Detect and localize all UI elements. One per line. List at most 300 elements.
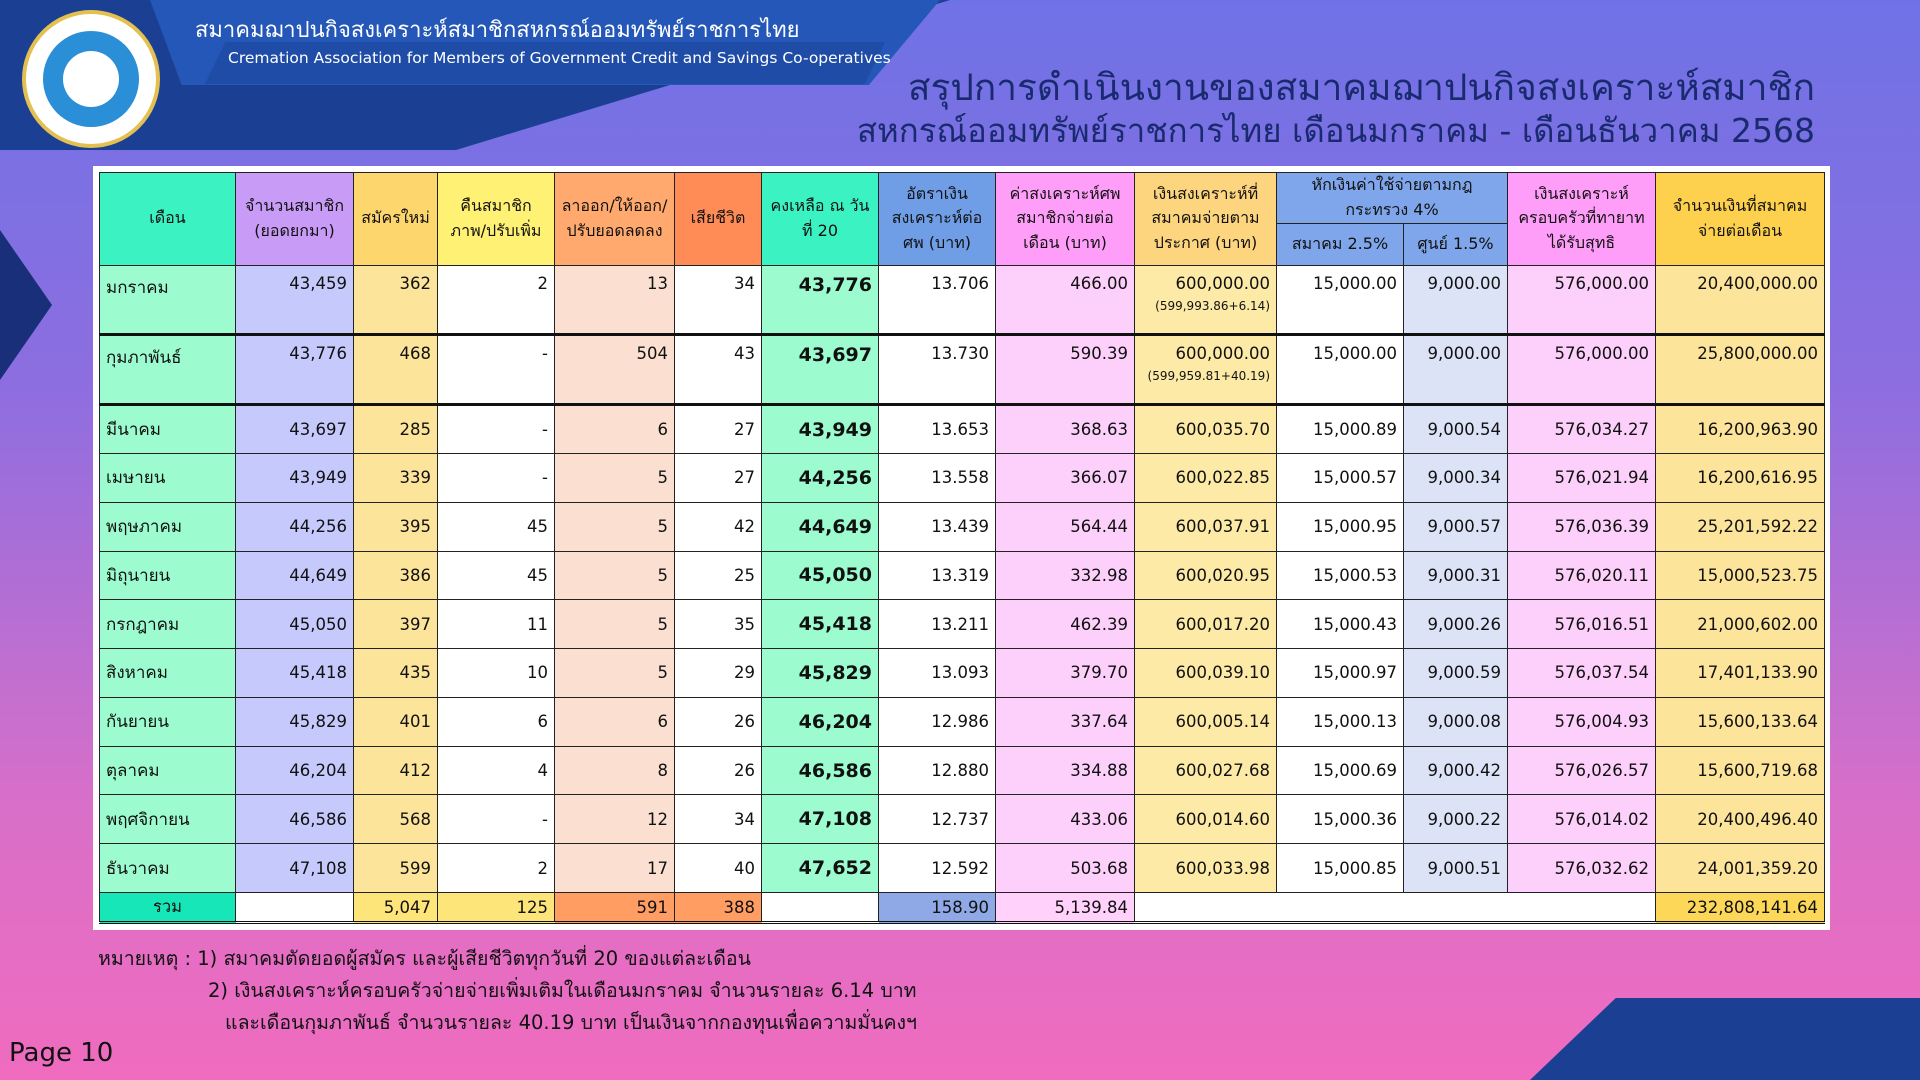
page-title-line1: สรุปการดำเนินงานของสมาคมฌาปนกิจสงเคราะห์สมาชิก xyxy=(907,66,1815,109)
remaining-cell xyxy=(762,844,879,893)
center-1-5-cell xyxy=(1404,335,1508,405)
assoc-2-5-cell-value: 15,000.89 xyxy=(1313,420,1397,440)
members-bf-cell-value: 46,586 xyxy=(289,809,347,829)
totals-fee: 5,139.84 xyxy=(996,893,1135,923)
rate-cell-value: 13.730 xyxy=(931,344,989,364)
resigned-cell-value: 5 xyxy=(657,517,668,537)
fee-cell-value: 466.00 xyxy=(1070,273,1128,293)
announced-cell-value: 600,020.95 xyxy=(1175,565,1270,585)
announced-cell-value: 600,000.00 xyxy=(1175,344,1270,364)
table-row xyxy=(100,454,1825,503)
reinstated-cell-value: 10 xyxy=(527,663,548,683)
month-cell xyxy=(100,551,236,600)
month-cell xyxy=(100,454,236,503)
new-members-cell xyxy=(354,795,438,844)
center-1-5-cell xyxy=(1404,405,1508,454)
members-bf-cell xyxy=(236,697,354,746)
rate-cell-value: 13.558 xyxy=(931,468,989,488)
assoc-2-5-cell-value: 15,000.95 xyxy=(1313,517,1397,537)
assoc-2-5-cell xyxy=(1277,335,1404,405)
totals-deceased: 388 xyxy=(675,893,762,923)
assoc-2-5-cell xyxy=(1277,502,1404,551)
assoc-2-5-cell xyxy=(1277,795,1404,844)
month-cell xyxy=(100,795,236,844)
announced-breakdown-note: (599,993.86+6.14) xyxy=(1155,298,1270,313)
announced-cell xyxy=(1135,697,1277,746)
remaining-cell-value: 45,050 xyxy=(798,564,872,587)
rate-cell xyxy=(879,697,996,746)
net-cell xyxy=(1508,697,1656,746)
summary-table xyxy=(99,172,1825,924)
resigned-cell-value: 5 xyxy=(657,614,668,634)
remaining-cell-value: 43,697 xyxy=(798,344,872,367)
paid-cell xyxy=(1656,335,1825,405)
month-cell xyxy=(100,265,236,335)
resigned-cell-value: 5 xyxy=(657,468,668,488)
announced-cell-value: 600,037.91 xyxy=(1175,517,1270,537)
members-bf-cell xyxy=(236,746,354,795)
new-members-cell-value: 412 xyxy=(399,761,431,781)
new-members-cell-value: 435 xyxy=(399,663,431,683)
header-resigned: ลาออก/ให้ออก/ปรับยอดลดลง xyxy=(555,173,675,266)
paid-cell xyxy=(1656,551,1825,600)
paid-cell xyxy=(1656,844,1825,893)
resigned-cell xyxy=(555,454,675,503)
announced-cell xyxy=(1135,265,1277,335)
paid-cell xyxy=(1656,746,1825,795)
assoc-2-5-cell xyxy=(1277,746,1404,795)
deceased-cell xyxy=(675,697,762,746)
rate-cell xyxy=(879,265,996,335)
remaining-cell-value: 43,776 xyxy=(798,273,872,296)
assoc-2-5-cell-value: 15,000.43 xyxy=(1313,614,1397,634)
deceased-cell-value: 29 xyxy=(734,663,755,683)
assoc-2-5-cell-value: 15,000.57 xyxy=(1313,468,1397,488)
fee-cell xyxy=(996,746,1135,795)
members-bf-cell-value: 43,697 xyxy=(289,420,347,440)
remaining-cell xyxy=(762,795,879,844)
paid-cell-value: 16,200,616.95 xyxy=(1697,468,1818,488)
new-members-cell xyxy=(354,405,438,454)
header-fee-per-month: ค่าสงเคราะห์ศพสมาชิกจ่ายต่อเดือน (บาท) xyxy=(996,173,1135,266)
fee-cell-value: 368.63 xyxy=(1070,420,1128,440)
paid-cell xyxy=(1656,649,1825,698)
deceased-cell xyxy=(675,454,762,503)
announced-cell-value: 600,035.70 xyxy=(1175,420,1270,440)
rate-cell-value: 12.592 xyxy=(931,858,989,878)
totals-paid: 232,808,141.64 xyxy=(1656,893,1825,923)
remaining-cell-value: 44,649 xyxy=(798,515,872,538)
month-cell-value: ตุลาคม xyxy=(106,761,160,782)
month-cell xyxy=(100,600,236,649)
deceased-cell xyxy=(675,551,762,600)
header-association-2-5: สมาคม 2.5% xyxy=(1277,223,1404,265)
resigned-cell xyxy=(555,697,675,746)
resigned-cell-value: 8 xyxy=(657,761,668,781)
remaining-cell-value: 43,949 xyxy=(798,418,872,441)
announced-breakdown-note: (599,959.81+40.19) xyxy=(1147,369,1270,384)
announced-cell-value: 600,014.60 xyxy=(1175,809,1270,829)
reinstated-cell-value: 11 xyxy=(527,614,548,634)
members-bf-cell xyxy=(236,335,354,405)
paid-cell-value: 16,200,963.90 xyxy=(1697,420,1818,440)
assoc-2-5-cell xyxy=(1277,844,1404,893)
fee-cell xyxy=(996,844,1135,893)
net-cell-value: 576,020.11 xyxy=(1554,565,1649,585)
resigned-cell xyxy=(555,335,675,405)
rate-cell xyxy=(879,649,996,698)
reinstated-cell xyxy=(438,697,555,746)
resigned-cell xyxy=(555,551,675,600)
remaining-cell-value: 47,108 xyxy=(798,808,872,831)
month-cell-value: ธันวาคม xyxy=(106,858,170,879)
paid-cell xyxy=(1656,697,1825,746)
members-bf-cell-value: 45,050 xyxy=(289,614,347,634)
table-row xyxy=(100,795,1825,844)
reinstated-cell xyxy=(438,405,555,454)
members-bf-cell xyxy=(236,502,354,551)
rate-cell xyxy=(879,405,996,454)
bottom-right-decoration xyxy=(1530,998,1920,1080)
deceased-cell-value: 34 xyxy=(734,809,755,829)
header-remaining: คงเหลือ ณ วันที่ 20 xyxy=(762,173,879,266)
logo-emblem xyxy=(43,31,139,127)
fee-cell xyxy=(996,600,1135,649)
fee-cell-value: 590.39 xyxy=(1070,344,1128,364)
center-1-5-cell-value: 9,000.31 xyxy=(1427,565,1501,585)
members-bf-cell xyxy=(236,265,354,335)
paid-cell-value: 15,000,523.75 xyxy=(1697,565,1818,585)
header-center-1-5: ศูนย์ 1.5% xyxy=(1404,223,1508,265)
center-1-5-cell xyxy=(1404,265,1508,335)
center-1-5-cell xyxy=(1404,697,1508,746)
new-members-cell-value: 386 xyxy=(399,565,431,585)
paid-cell-value: 25,800,000.00 xyxy=(1697,344,1818,364)
remaining-cell xyxy=(762,454,879,503)
net-cell xyxy=(1508,600,1656,649)
paid-cell xyxy=(1656,405,1825,454)
net-cell xyxy=(1508,649,1656,698)
center-1-5-cell-value: 9,000.08 xyxy=(1427,712,1501,732)
deceased-cell xyxy=(675,844,762,893)
month-cell-value: กุมภาพันธ์ xyxy=(106,348,182,369)
paid-cell-value: 15,600,133.64 xyxy=(1697,712,1818,732)
table-row xyxy=(100,844,1825,893)
announced-cell-value: 600,000.00 xyxy=(1175,273,1270,293)
announced-cell xyxy=(1135,746,1277,795)
fee-cell-value: 334.88 xyxy=(1070,761,1128,781)
net-cell-value: 576,032.62 xyxy=(1554,858,1649,878)
net-cell xyxy=(1508,844,1656,893)
note-line-3: และเดือนกุมภาพันธ์ จำนวนรายละ 40.19 บาท เป็นเงินจากกองทุนเพื่อความมั่นคงฯ xyxy=(225,1011,917,1034)
reinstated-cell xyxy=(438,335,555,405)
members-bf-cell xyxy=(236,795,354,844)
remaining-cell xyxy=(762,502,879,551)
deceased-cell xyxy=(675,502,762,551)
announced-cell xyxy=(1135,844,1277,893)
new-members-cell xyxy=(354,746,438,795)
members-bf-cell-value: 43,949 xyxy=(289,468,347,488)
assoc-2-5-cell-value: 15,000.97 xyxy=(1313,663,1397,683)
summary-table-container xyxy=(93,166,1830,930)
new-members-cell xyxy=(354,649,438,698)
assoc-2-5-cell-value: 15,000.13 xyxy=(1313,712,1397,732)
reinstated-cell-value: 4 xyxy=(537,761,548,781)
resigned-cell xyxy=(555,795,675,844)
totals-new: 5,047 xyxy=(354,893,438,923)
assoc-2-5-cell xyxy=(1277,454,1404,503)
header-announced-payout: เงินสงเคราะห์ที่สมาคมจ่ายตามประกาศ (บาท) xyxy=(1135,173,1277,266)
month-cell xyxy=(100,335,236,405)
deceased-cell-value: 27 xyxy=(734,468,755,488)
logo-core xyxy=(63,51,119,107)
reinstated-cell xyxy=(438,551,555,600)
reinstated-cell xyxy=(438,265,555,335)
rate-cell xyxy=(879,454,996,503)
rate-cell xyxy=(879,844,996,893)
new-members-cell xyxy=(354,265,438,335)
reinstated-cell xyxy=(438,844,555,893)
month-cell-value: เมษายน xyxy=(106,468,166,489)
center-1-5-cell xyxy=(1404,649,1508,698)
deceased-cell xyxy=(675,795,762,844)
net-cell-value: 576,004.93 xyxy=(1554,712,1649,732)
center-1-5-cell-value: 9,000.26 xyxy=(1427,614,1501,634)
paid-cell-value: 24,001,359.20 xyxy=(1697,858,1818,878)
month-cell-value: สิงหาคม xyxy=(106,663,169,684)
fee-cell-value: 433.06 xyxy=(1070,809,1128,829)
fee-cell-value: 564.44 xyxy=(1070,517,1128,537)
members-bf-cell-value: 44,256 xyxy=(289,517,347,537)
new-members-cell xyxy=(354,600,438,649)
center-1-5-cell xyxy=(1404,600,1508,649)
new-members-cell-value: 568 xyxy=(399,809,431,829)
rate-cell-value: 13.653 xyxy=(931,420,989,440)
assoc-2-5-cell xyxy=(1277,551,1404,600)
members-bf-cell-value: 43,459 xyxy=(289,273,347,293)
center-1-5-cell-value: 9,000.57 xyxy=(1427,517,1501,537)
rate-cell-value: 13.093 xyxy=(931,663,989,683)
header-paid-per-month: จำนวนเงินที่สมาคมจ่ายต่อเดือน xyxy=(1656,173,1825,266)
fee-cell-value: 332.98 xyxy=(1070,565,1128,585)
announced-cell-value: 600,033.98 xyxy=(1175,858,1270,878)
announced-cell xyxy=(1135,454,1277,503)
resigned-cell-value: 17 xyxy=(647,858,668,878)
fee-cell xyxy=(996,551,1135,600)
new-members-cell xyxy=(354,454,438,503)
net-cell xyxy=(1508,502,1656,551)
assoc-2-5-cell-value: 15,000.00 xyxy=(1313,344,1397,364)
reinstated-cell xyxy=(438,600,555,649)
deceased-cell-value: 26 xyxy=(734,761,755,781)
deceased-cell-value: 25 xyxy=(734,565,755,585)
resigned-cell-value: 504 xyxy=(636,344,668,364)
header-members-brought-forward: จำนวนสมาชิก (ยอดยกมา) xyxy=(236,173,354,266)
center-1-5-cell xyxy=(1404,502,1508,551)
reinstated-cell-value: 45 xyxy=(527,517,548,537)
new-members-cell-value: 401 xyxy=(399,712,431,732)
resigned-cell-value: 6 xyxy=(657,420,668,440)
members-bf-cell-value: 46,204 xyxy=(289,761,347,781)
announced-cell-value: 600,017.20 xyxy=(1175,614,1270,634)
remaining-cell xyxy=(762,335,879,405)
net-cell-value: 576,000.00 xyxy=(1554,273,1649,293)
net-cell-value: 576,000.00 xyxy=(1554,344,1649,364)
deceased-cell-value: 35 xyxy=(734,614,755,634)
assoc-2-5-cell-value: 15,000.36 xyxy=(1313,809,1397,829)
paid-cell-value: 20,400,000.00 xyxy=(1697,273,1818,293)
announced-cell xyxy=(1135,551,1277,600)
net-cell-value: 576,036.39 xyxy=(1554,517,1649,537)
announced-cell xyxy=(1135,649,1277,698)
rate-cell xyxy=(879,502,996,551)
table-row xyxy=(100,551,1825,600)
resigned-cell xyxy=(555,649,675,698)
remaining-cell xyxy=(762,746,879,795)
fee-cell-value: 503.68 xyxy=(1070,858,1128,878)
reinstated-cell-value: 2 xyxy=(537,858,548,878)
deceased-cell-value: 40 xyxy=(734,858,755,878)
table-row xyxy=(100,405,1825,454)
new-members-cell-value: 362 xyxy=(399,273,431,293)
reinstated-cell-value: 2 xyxy=(537,273,548,293)
deceased-cell xyxy=(675,405,762,454)
assoc-2-5-cell xyxy=(1277,697,1404,746)
new-members-cell-value: 599 xyxy=(399,858,431,878)
assoc-2-5-cell-value: 15,000.69 xyxy=(1313,761,1397,781)
rate-cell-value: 13.706 xyxy=(931,273,989,293)
net-cell xyxy=(1508,335,1656,405)
header-reinstated: คืนสมาชิกภาพ/ปรับเพิ่ม xyxy=(438,173,555,266)
assoc-2-5-cell xyxy=(1277,265,1404,335)
fee-cell-value: 366.07 xyxy=(1070,468,1128,488)
deceased-cell xyxy=(675,265,762,335)
paid-cell-value: 17,401,133.90 xyxy=(1697,663,1818,683)
rate-cell-value: 12.880 xyxy=(931,761,989,781)
fee-cell xyxy=(996,502,1135,551)
totals-empty-block xyxy=(1135,893,1656,923)
center-1-5-cell xyxy=(1404,454,1508,503)
org-name-thai: สมาคมฌาปนกิจสงเคราะห์สมาชิกสหกรณ์ออมทรัพย์ราชการไทย xyxy=(195,18,800,43)
resigned-cell xyxy=(555,600,675,649)
net-cell xyxy=(1508,405,1656,454)
net-cell xyxy=(1508,795,1656,844)
members-bf-cell xyxy=(236,649,354,698)
header-deceased: เสียชีวิต xyxy=(675,173,762,266)
announced-cell xyxy=(1135,795,1277,844)
totals-label: รวม xyxy=(100,893,236,923)
reinstated-cell xyxy=(438,795,555,844)
announced-cell-value: 600,027.68 xyxy=(1175,761,1270,781)
net-cell xyxy=(1508,454,1656,503)
page-number: Page 10 xyxy=(9,1038,114,1068)
reinstated-cell-value: - xyxy=(542,344,548,364)
month-cell-value: มกราคม xyxy=(106,277,169,298)
resigned-cell-value: 12 xyxy=(647,809,668,829)
note-line-2: 2) เงินสงเคราะห์ครอบครัวจ่ายจ่ายเพิ่มเติมในเดือนมกราคม จำนวนรายละ 6.14 บาท xyxy=(208,979,917,1002)
remaining-cell xyxy=(762,649,879,698)
assoc-2-5-cell-value: 15,000.00 xyxy=(1313,273,1397,293)
resigned-cell-value: 6 xyxy=(657,712,668,732)
rate-cell-value: 13.439 xyxy=(931,517,989,537)
new-members-cell xyxy=(354,502,438,551)
table-row xyxy=(100,649,1825,698)
month-cell xyxy=(100,746,236,795)
rate-cell xyxy=(879,335,996,405)
announced-cell-value: 600,022.85 xyxy=(1175,468,1270,488)
announced-cell xyxy=(1135,405,1277,454)
assoc-2-5-cell-value: 15,000.53 xyxy=(1313,565,1397,585)
announced-cell xyxy=(1135,335,1277,405)
month-cell xyxy=(100,844,236,893)
paid-cell xyxy=(1656,454,1825,503)
reinstated-cell xyxy=(438,502,555,551)
announced-cell-value: 600,039.10 xyxy=(1175,663,1270,683)
deceased-cell xyxy=(675,649,762,698)
table-body xyxy=(100,265,1825,892)
reinstated-cell-value: - xyxy=(542,420,548,440)
deceased-cell-value: 34 xyxy=(734,273,755,293)
rate-cell-value: 12.737 xyxy=(931,809,989,829)
remaining-cell xyxy=(762,551,879,600)
new-members-cell-value: 397 xyxy=(399,614,431,634)
rate-cell-value: 12.986 xyxy=(931,712,989,732)
month-cell xyxy=(100,697,236,746)
paid-cell-value: 20,400,496.40 xyxy=(1697,809,1818,829)
new-members-cell xyxy=(354,551,438,600)
paid-cell-value: 15,600,719.68 xyxy=(1697,761,1818,781)
rate-cell-value: 13.211 xyxy=(931,614,989,634)
center-1-5-cell-value: 9,000.34 xyxy=(1427,468,1501,488)
members-bf-cell xyxy=(236,405,354,454)
rate-cell-value: 13.319 xyxy=(931,565,989,585)
paid-cell-value: 25,201,592.22 xyxy=(1697,517,1818,537)
header-deduction-group: หักเงินค่าใช้จ่ายตามกฎกระทรวง 4% xyxy=(1277,173,1508,224)
members-bf-cell-value: 43,776 xyxy=(289,344,347,364)
center-1-5-cell-value: 9,000.22 xyxy=(1427,809,1501,829)
left-arrow-decoration xyxy=(0,230,52,380)
resigned-cell xyxy=(555,502,675,551)
table-row xyxy=(100,697,1825,746)
fee-cell xyxy=(996,649,1135,698)
announced-cell-value: 600,005.14 xyxy=(1175,712,1270,732)
table-row xyxy=(100,502,1825,551)
org-name-english: Cremation Association for Members of Government Credit and Savings Co-operatives xyxy=(228,49,891,67)
totals-empty-bf xyxy=(236,893,354,923)
association-logo xyxy=(22,10,160,148)
month-cell xyxy=(100,649,236,698)
resigned-cell xyxy=(555,746,675,795)
members-bf-cell xyxy=(236,844,354,893)
reinstated-cell-value: - xyxy=(542,809,548,829)
reinstated-cell-value: 45 xyxy=(527,565,548,585)
net-cell xyxy=(1508,746,1656,795)
paid-cell-value: 21,000,602.00 xyxy=(1697,614,1818,634)
net-cell xyxy=(1508,551,1656,600)
members-bf-cell-value: 47,108 xyxy=(289,858,347,878)
reinstated-cell-value: - xyxy=(542,468,548,488)
center-1-5-cell-value: 9,000.59 xyxy=(1427,663,1501,683)
remaining-cell-value: 45,418 xyxy=(798,613,872,636)
new-members-cell xyxy=(354,335,438,405)
center-1-5-cell xyxy=(1404,844,1508,893)
rate-cell xyxy=(879,600,996,649)
assoc-2-5-cell xyxy=(1277,649,1404,698)
resigned-cell xyxy=(555,844,675,893)
fee-cell xyxy=(996,265,1135,335)
fee-cell xyxy=(996,795,1135,844)
fee-cell-value: 337.64 xyxy=(1070,712,1128,732)
